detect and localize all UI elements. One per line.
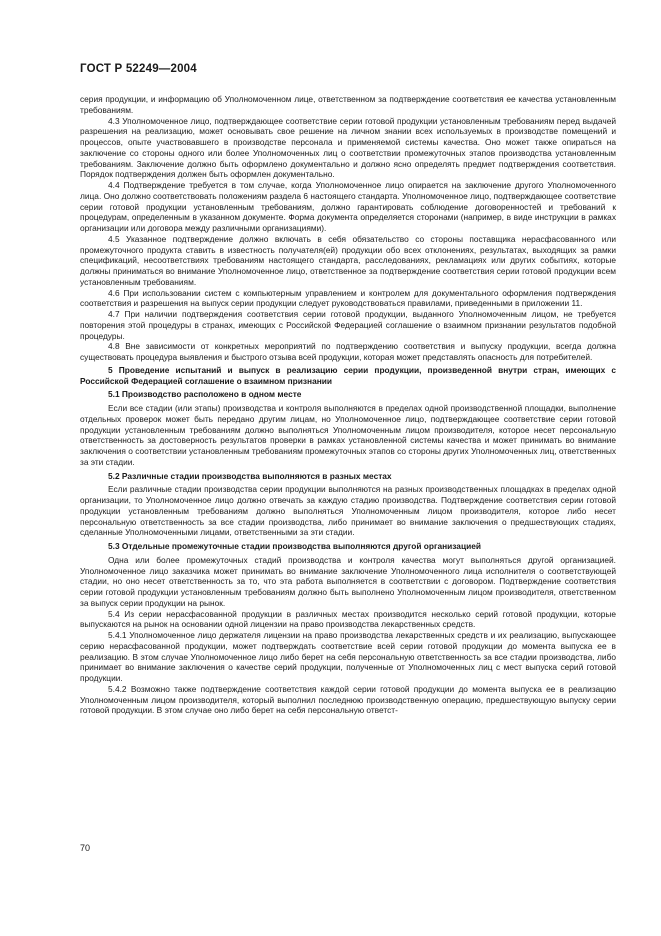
paragraph: Если все стадии (или этапы) производства и контроля выполняются в пределах одной производственной площадки, выполнение отдельных проверок может быть передано другим лицам, но Уполномоченное лицо, подтверждающее соответствие серии готовой продукции установленным требованиям должно выполняться Уполномоченным лицом производителя, которое несет персональную ответственность за достоверность результатов проверки в рамках установленной системы качества и может принимать во внимание заключения о соответствии установленным требованиям промежуточных этапов со стороны других Уполномоченных лиц, ответственных за эти стадии. bbox=[80, 403, 616, 467]
paragraph: 4.8 Вне зависимости от конкретных мероприятий по подтверждению соответствия и выпуску продукции, всегда должна существовать процедура выявления и быстрого отзыва всей продукции, которая может представлять опасность для потребителей. bbox=[80, 341, 616, 362]
subsection-heading: 5.3 Отдельные промежуточные стадии производства выполняются другой организацией bbox=[108, 541, 481, 551]
paragraph: 5.4.1 Уполномоченное лицо держателя лицензии на право производства лекарственных средств и их реализацию, выпускающее серию нерасфасованной продукции, может подтверждать соответствие всей серии готовой продукции до момента выпуска ее в реализацию. В этом случае Уполномоченное лицо либо берет на себя персональную ответственность за все стадии производства, либо принимает во внимание заключения о качестве серий продукции, полученные от Уполномоченных лиц с мест выпуска серий готовой продукции. bbox=[80, 630, 616, 683]
paragraph-continuation: серия продукции, и информацию об Уполномоченном лице, ответственном за подтверждение соответствия ее качества установленным требованиям. bbox=[80, 94, 616, 115]
paragraph: Если различные стадии производства серии продукции выполняются на разных производственных площадках в пределах одной организации, то Уполномоченное лицо должно отвечать за каждую стадию производства. Подтверждение соответствия серии готовой продукции установленным требованиям должно выполняться Уполномоченным лицом производителя, которое либо несет персональную ответственность за все стадии производства, либо принимает во внимание заключения о предшествующих стадиях, сделанные Уполномоченными лицами, ответственными за эти стадии. bbox=[80, 484, 616, 538]
document-code-header: ГОСТ Р 52249—2004 bbox=[80, 63, 197, 75]
paragraph: 5.4 Из серии нерасфасованной продукции в различных местах производится несколько серий готовой продукции, которые выпускаются на рынок на основании одной лицензии на право производства лекарственных средств. bbox=[80, 608, 616, 630]
paragraph: 4.4 Подтверждение требуется в том случае, когда Уполномоченное лицо опирается на заключение другого Уполномоченного лица. Оно должно соответствовать положениям раздела 6 настоящего стандарта. Уполномоченное лицо, подтверждающее соответствие серии готовой продукции установленным требованиям, должно гарантировать соблюдение договоренностей и требований к процедурам, определенным в указанном документе. Форма документа определяется сторонами (например, в виде инструкции в рамках организации или договора между различными организациями). bbox=[80, 180, 616, 233]
paragraph: 4.3 Уполномоченное лицо, подтверждающее соответствие серии готовой продукции установленным требованиям перед выдачей разрешения на реализацию, может основывать свое решение на личном знании всех используемых в производстве помещений и процессов, опыте участвовавшего в производстве персонала и применяемой системы качества. Оно может также опираться на заключение со стороны одного или более Уполномоченных лиц о соответствии промежуточных этапов производства установленным требованиям. Заключение должно быть оформлено документально и должно ясно определять предмет подтверждения соответствия. Порядок подтверждения должен быть оформлен документально. bbox=[80, 115, 616, 180]
subsection-heading: 5.2 Различные стадии производства выполняются в разных местах bbox=[108, 470, 392, 481]
paragraph: 4.6 При использовании систем с компьютерным управлением и контролем для документального оформления подтверждения соответствия и разрешения на выпуск серии продукции следует руководствоваться правилами, приведенными в приложении 11. bbox=[80, 287, 616, 309]
paragraph: 5.4.2 Возможно также подтверждение соответствия каждой серии готовой продукции до момента выпуска ее в реализацию Уполномоченным лицом производителя, который выполнил последнюю производственную операцию, предшествующую выпуску серии готовой продукции. В этом случае оно либо берет на себя персональную ответст- bbox=[80, 683, 616, 716]
page-number: 70 bbox=[80, 843, 91, 853]
paragraph: 4.5 Указанное подтверждение должно включать в себя обязательство со стороны поставщика нерасфасованного или промежуточного продукта ставить в известность получателя(ей) продукции обо всех отклонениях, результатах, выходящих за рамки спецификаций, несоответствиях требованиям настоящего стандарта, расследованиях, рекламациях или других событиях, которые должны приниматься во внимание Уполномоченное лицо, ответственное за подтверждение соответствия серии готовой продукции всем установленным требованиям. bbox=[80, 233, 616, 287]
paragraph: Одна или более промежуточных стадий производства и контроля качества могут выполняться другой организацией. Уполномоченное лицо заказчика может принимать во внимание заключение Уполномоченного лица исполнителя о соответствующей стадии, но оно несет ответственность за то, что эта работа выполняется в соответствии с договором. Подтверждение соответствия серии готовой продукции установленным требованиям должно быть выполнено Уполномоченным лицом производителя, ответственном за выпуск серии продукции на рынок. bbox=[80, 554, 616, 608]
document-body bbox=[80, 94, 616, 716]
paragraph: 4.7 При наличии подтверждения соответствия серии готовой продукции, выданного Уполномоченным лицом, не требуется повторения этой процедуры в странах, имеющих с Российской Федерацией соглашение о взаимном признании результатов подобной процедуры. bbox=[80, 309, 616, 341]
section-heading: 5 Проведение испытаний и выпуск в реализацию серии продукции, произведенной внутри стран, имеющих с Российской Федерацией соглашение о взаимном признании bbox=[80, 364, 616, 386]
subsection-heading: 5.1 Производство расположено в одном месте bbox=[108, 389, 302, 400]
